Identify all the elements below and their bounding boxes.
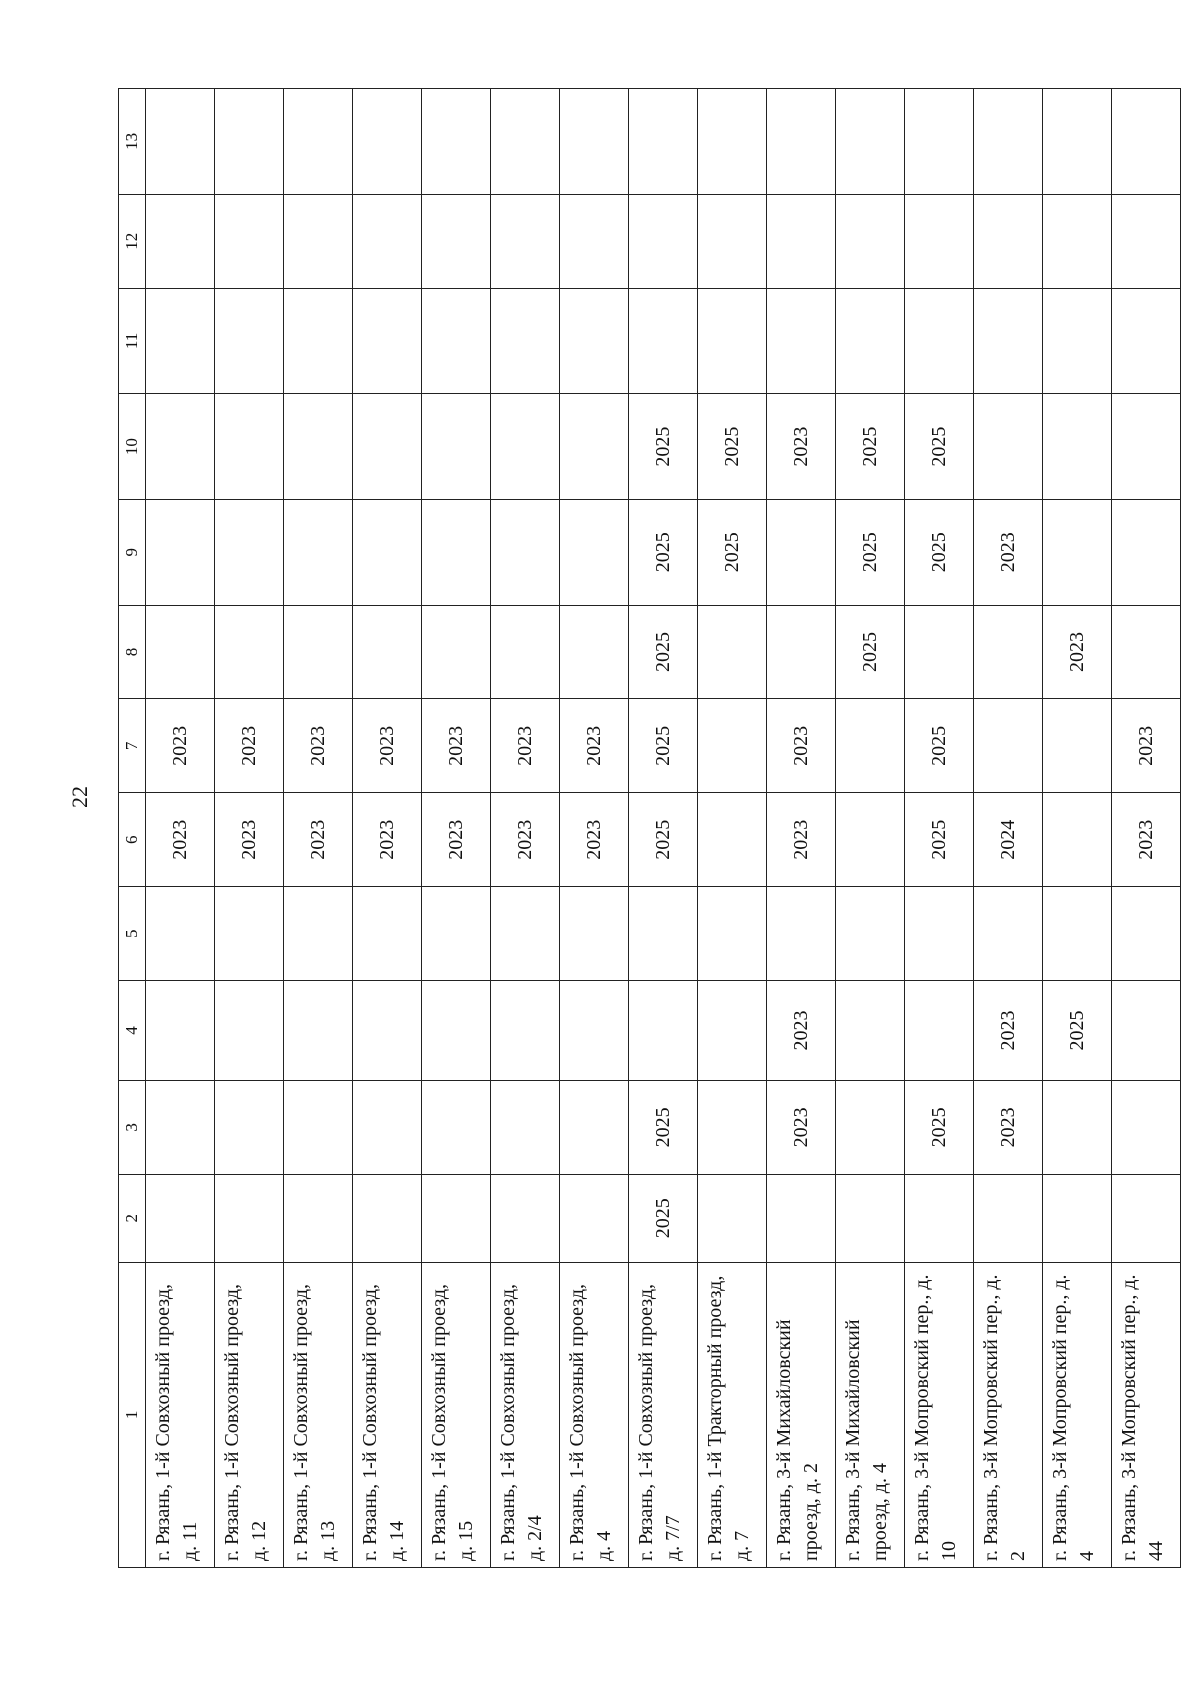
address-cell: г. Рязань, 1-й Совхозный проезд, д. 4 (560, 1262, 629, 1567)
year-cell (215, 89, 284, 195)
year-cell (974, 194, 1043, 288)
page-number: 22 (67, 786, 92, 808)
year-cell (1043, 793, 1112, 887)
year-cell: 2023 (1043, 605, 1112, 699)
year-cell (353, 89, 422, 195)
year-cell (491, 288, 560, 394)
year-cell (767, 605, 836, 699)
column-header-8: 8 (119, 605, 146, 699)
address-cell: г. Рязань, 3-й Мопровский пер., д. 4 (1043, 1262, 1112, 1567)
year-cell: 2023 (284, 699, 353, 793)
year-cell (905, 887, 974, 981)
table-row (491, 89, 560, 1568)
table-row (215, 89, 284, 1568)
year-cell (974, 89, 1043, 195)
year-cell (836, 1080, 905, 1174)
year-cell: 2025 (629, 1080, 698, 1174)
year-cell (629, 194, 698, 288)
year-cell (1043, 499, 1112, 605)
year-cell (422, 288, 491, 394)
year-cell: 2025 (698, 394, 767, 500)
year-cell (1043, 699, 1112, 793)
address-cell: г. Рязань, 1-й Совхозный проезд, д. 12 (215, 1262, 284, 1567)
column-header-4: 4 (119, 981, 146, 1081)
column-header-10: 10 (119, 394, 146, 500)
year-cell (422, 499, 491, 605)
year-cell (215, 1174, 284, 1262)
year-cell (560, 887, 629, 981)
year-cell (560, 1080, 629, 1174)
address-cell: г. Рязань, 1-й Совхозный проезд, д. 2/4 (491, 1262, 560, 1567)
year-cell (284, 499, 353, 605)
address-cell: г. Рязань, 1-й Тракторный проезд, д. 7 (698, 1262, 767, 1567)
year-cell (491, 605, 560, 699)
year-cell: 2024 (974, 793, 1043, 887)
year-cell (836, 89, 905, 195)
year-cell (1043, 1080, 1112, 1174)
column-header-12: 12 (119, 194, 146, 288)
year-cell: 2023 (1112, 793, 1181, 887)
year-cell (629, 887, 698, 981)
year-cell (491, 887, 560, 981)
year-cell (215, 499, 284, 605)
table-row (905, 89, 974, 1568)
address-cell: г. Рязань, 3-й Михайловский проезд, д. 4 (836, 1262, 905, 1567)
year-cell (215, 1080, 284, 1174)
table-row (698, 89, 767, 1568)
year-cell (560, 288, 629, 394)
year-cell (974, 887, 1043, 981)
year-cell (836, 194, 905, 288)
year-cell (491, 499, 560, 605)
year-cell (698, 194, 767, 288)
year-cell (974, 699, 1043, 793)
year-cell (698, 1080, 767, 1174)
year-cell (698, 981, 767, 1081)
table-row (974, 89, 1043, 1568)
year-cell: 2023 (491, 793, 560, 887)
year-cell (1112, 981, 1181, 1081)
year-cell (905, 288, 974, 394)
year-cell (974, 1174, 1043, 1262)
year-cell (422, 194, 491, 288)
year-cell (1043, 887, 1112, 981)
year-cell (767, 887, 836, 981)
year-cell: 2023 (767, 394, 836, 500)
year-cell (353, 394, 422, 500)
year-cell (491, 89, 560, 195)
year-cell (560, 1174, 629, 1262)
column-header-13: 13 (119, 89, 146, 195)
year-cell (491, 1080, 560, 1174)
year-cell (1112, 887, 1181, 981)
year-cell: 2025 (905, 793, 974, 887)
year-cell (422, 981, 491, 1081)
year-cell (1112, 499, 1181, 605)
year-cell (422, 605, 491, 699)
address-cell: г. Рязань, 1-й Совхозный проезд, д. 15 (422, 1262, 491, 1567)
year-cell (836, 288, 905, 394)
column-number-header (119, 89, 146, 1568)
year-cell: 2025 (905, 1080, 974, 1174)
address-cell: г. Рязань, 3-й Мопровский пер., д. 2 (974, 1262, 1043, 1567)
year-cell (560, 194, 629, 288)
address-cell: г. Рязань, 3-й Мопровский пер., д. 10 (905, 1262, 974, 1567)
column-header-6: 6 (119, 793, 146, 887)
year-cell (1112, 1174, 1181, 1262)
year-cell (146, 605, 215, 699)
year-cell (1043, 1174, 1112, 1262)
year-cell (353, 605, 422, 699)
schedule-table (118, 88, 1181, 1568)
year-cell (836, 887, 905, 981)
year-cell (491, 194, 560, 288)
year-cell (146, 394, 215, 500)
year-cell (422, 394, 491, 500)
table-row (353, 89, 422, 1568)
year-cell (698, 887, 767, 981)
table-row (629, 89, 698, 1568)
year-cell: 2025 (1043, 981, 1112, 1081)
year-cell (284, 89, 353, 195)
address-cell: г. Рязань, 3-й Михайловский проезд, д. 2 (767, 1262, 836, 1567)
year-cell (146, 887, 215, 981)
year-cell: 2025 (629, 793, 698, 887)
year-cell: 2023 (146, 699, 215, 793)
year-cell (629, 981, 698, 1081)
year-cell (767, 288, 836, 394)
year-cell (146, 499, 215, 605)
year-cell (905, 981, 974, 1081)
year-cell (698, 699, 767, 793)
year-cell (767, 89, 836, 195)
table-row (146, 89, 215, 1568)
year-cell (146, 194, 215, 288)
address-cell: г. Рязань, 1-й Совхозный проезд, д. 14 (353, 1262, 422, 1567)
year-cell: 2023 (491, 699, 560, 793)
year-cell (698, 89, 767, 195)
year-cell: 2023 (560, 699, 629, 793)
year-cell (215, 394, 284, 500)
year-cell (215, 194, 284, 288)
address-cell: г. Рязань, 3-й Мопровский пер., д. 44 (1112, 1262, 1181, 1567)
table-row (422, 89, 491, 1568)
year-cell (284, 887, 353, 981)
year-cell: 2023 (353, 793, 422, 887)
column-header-2: 2 (119, 1174, 146, 1262)
table-body (146, 89, 1181, 1568)
column-header-7: 7 (119, 699, 146, 793)
year-cell: 2023 (767, 981, 836, 1081)
table-row (1112, 89, 1181, 1568)
table-rotation-wrapper (118, 88, 1167, 1568)
year-cell (353, 1080, 422, 1174)
address-cell: г. Рязань, 1-й Совхозный проезд, д. 13 (284, 1262, 353, 1567)
year-cell (905, 89, 974, 195)
year-cell (1043, 89, 1112, 195)
year-cell (698, 793, 767, 887)
year-cell: 2025 (629, 394, 698, 500)
year-cell (284, 1174, 353, 1262)
year-cell (1043, 194, 1112, 288)
year-cell (1043, 288, 1112, 394)
year-cell (491, 981, 560, 1081)
table-row (767, 89, 836, 1568)
year-cell (284, 288, 353, 394)
year-cell (560, 981, 629, 1081)
year-cell (698, 605, 767, 699)
year-cell: 2023 (560, 793, 629, 887)
year-cell (560, 394, 629, 500)
year-cell (698, 288, 767, 394)
year-cell (422, 1080, 491, 1174)
year-cell: 2025 (629, 499, 698, 605)
year-cell (1112, 194, 1181, 288)
year-cell (1112, 288, 1181, 394)
year-cell: 2025 (629, 605, 698, 699)
year-cell: 2025 (836, 394, 905, 500)
year-cell: 2023 (146, 793, 215, 887)
year-cell (422, 89, 491, 195)
year-cell (560, 89, 629, 195)
year-cell (629, 89, 698, 195)
year-cell: 2025 (629, 1174, 698, 1262)
year-cell (284, 981, 353, 1081)
year-cell (284, 194, 353, 288)
year-cell (146, 89, 215, 195)
year-cell (974, 605, 1043, 699)
year-cell: 2023 (284, 793, 353, 887)
year-cell (146, 1080, 215, 1174)
year-cell: 2025 (905, 394, 974, 500)
year-cell (905, 605, 974, 699)
year-cell (215, 605, 284, 699)
year-cell: 2023 (1112, 699, 1181, 793)
year-cell: 2023 (767, 793, 836, 887)
year-cell (146, 1174, 215, 1262)
year-cell (353, 887, 422, 981)
year-cell (836, 1174, 905, 1262)
year-cell (905, 1174, 974, 1262)
year-cell (284, 394, 353, 500)
year-cell (215, 981, 284, 1081)
year-cell (767, 194, 836, 288)
year-cell (1112, 605, 1181, 699)
year-cell (422, 887, 491, 981)
year-cell: 2023 (422, 699, 491, 793)
year-cell: 2023 (353, 699, 422, 793)
year-cell (215, 288, 284, 394)
year-cell: 2025 (905, 499, 974, 605)
year-cell (353, 194, 422, 288)
year-cell (836, 793, 905, 887)
column-header-9: 9 (119, 499, 146, 605)
table-row (1043, 89, 1112, 1568)
year-cell: 2025 (698, 499, 767, 605)
year-cell (1112, 1080, 1181, 1174)
table-row (836, 89, 905, 1568)
year-cell (215, 887, 284, 981)
year-cell: 2023 (215, 793, 284, 887)
year-cell (146, 288, 215, 394)
year-cell (284, 1080, 353, 1174)
year-cell: 2023 (974, 1080, 1043, 1174)
year-cell: 2025 (836, 499, 905, 605)
year-cell (353, 981, 422, 1081)
column-header-11: 11 (119, 288, 146, 394)
year-cell (560, 499, 629, 605)
year-cell: 2023 (974, 981, 1043, 1081)
year-cell (905, 194, 974, 288)
year-cell (491, 1174, 560, 1262)
year-cell: 2025 (836, 605, 905, 699)
year-cell (836, 981, 905, 1081)
year-cell: 2023 (974, 499, 1043, 605)
year-cell (629, 288, 698, 394)
column-header-5: 5 (119, 887, 146, 981)
year-cell (767, 499, 836, 605)
year-cell (353, 499, 422, 605)
year-cell (1043, 394, 1112, 500)
year-cell (491, 394, 560, 500)
year-cell (974, 394, 1043, 500)
column-header-3: 3 (119, 1080, 146, 1174)
table-row (284, 89, 353, 1568)
address-cell: г. Рязань, 1-й Совхозный проезд, д. 7/7 (629, 1262, 698, 1567)
table-row (560, 89, 629, 1568)
year-cell (353, 1174, 422, 1262)
column-header-1: 1 (119, 1262, 146, 1567)
year-cell (1112, 394, 1181, 500)
year-cell (422, 1174, 491, 1262)
year-cell: 2025 (905, 699, 974, 793)
year-cell: 2023 (767, 699, 836, 793)
year-cell (1112, 89, 1181, 195)
year-cell (146, 981, 215, 1081)
year-cell (767, 1174, 836, 1262)
year-cell (353, 288, 422, 394)
year-cell (974, 288, 1043, 394)
year-cell (560, 605, 629, 699)
year-cell: 2023 (767, 1080, 836, 1174)
year-cell (698, 1174, 767, 1262)
year-cell (836, 699, 905, 793)
year-cell: 2023 (215, 699, 284, 793)
address-cell: г. Рязань, 1-й Совхозный проезд, д. 11 (146, 1262, 215, 1567)
year-cell (284, 605, 353, 699)
year-cell: 2023 (422, 793, 491, 887)
year-cell: 2025 (629, 699, 698, 793)
